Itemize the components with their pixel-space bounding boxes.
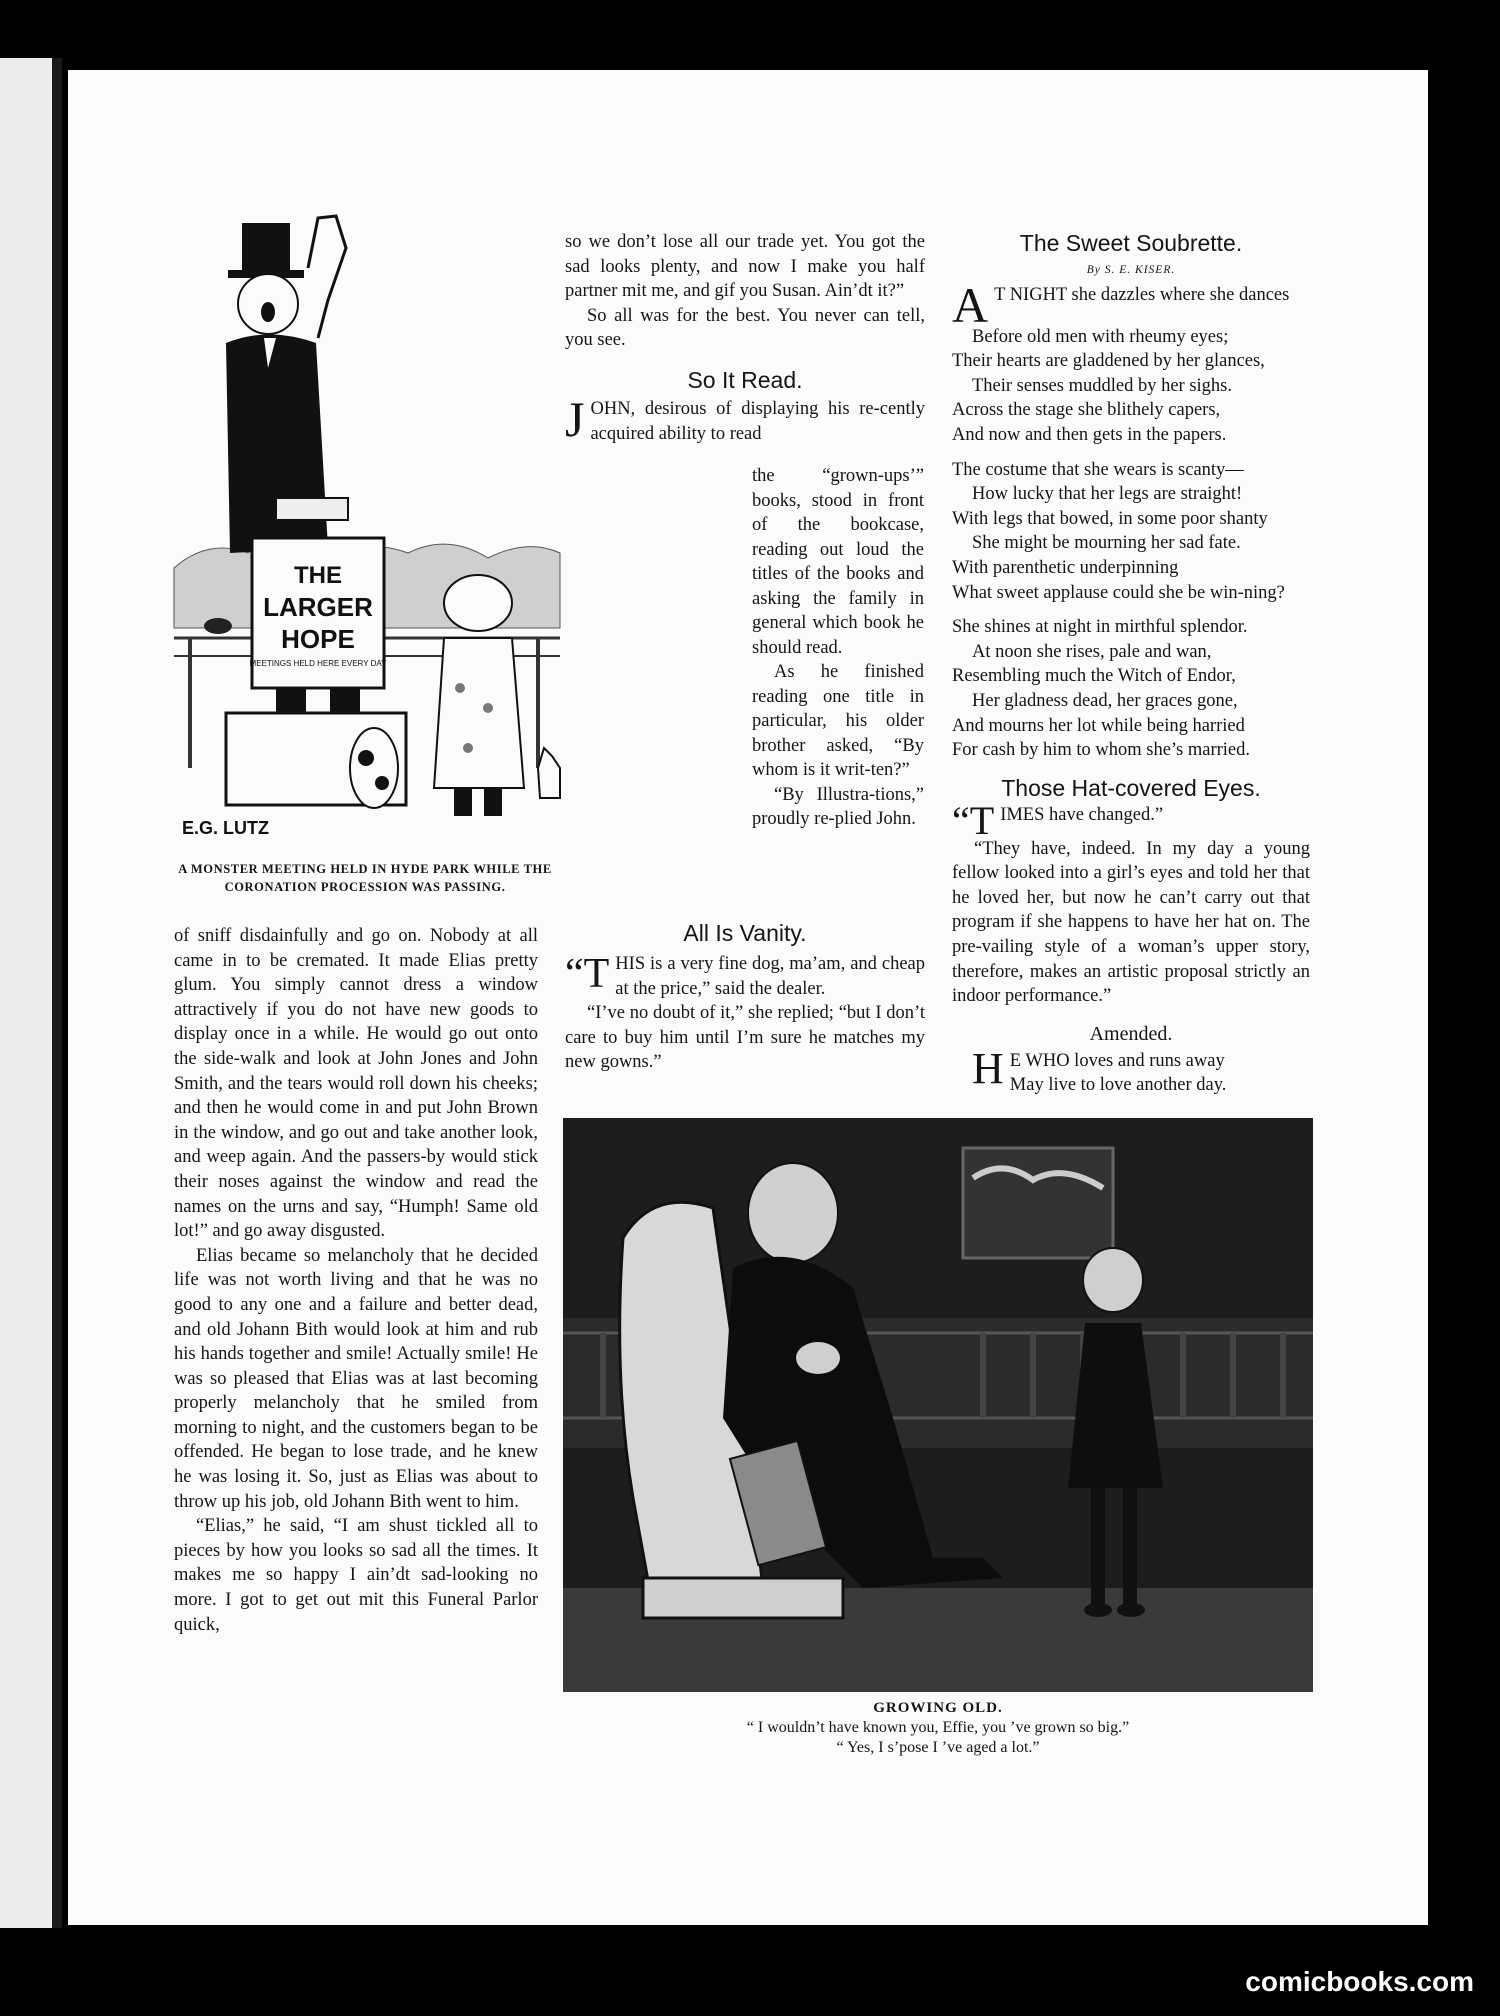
poem-line: What sweet applause could she be win-ning? bbox=[952, 582, 1285, 603]
poem-line: She shines at night in mirthful splendor. bbox=[952, 617, 1248, 638]
poem-line: With legs that bowed, in some poor shanty bbox=[952, 508, 1268, 529]
poem-line: Their senses muddled by her sighs. bbox=[972, 375, 1232, 396]
drop-cap: H bbox=[972, 1043, 1004, 1093]
paragraph: “TIMES have changed.” bbox=[952, 797, 1164, 843]
poem-line: Across the stage she blithely capers, bbox=[952, 400, 1221, 421]
stanza bbox=[952, 276, 1310, 448]
poem-line: With parenthetic underpinning bbox=[952, 557, 1179, 578]
column-2 bbox=[565, 230, 925, 446]
poem-line: For cash by him to whom she’s married. bbox=[952, 740, 1251, 761]
byline: By S. E. KISER. bbox=[1086, 264, 1176, 276]
column-3 bbox=[952, 228, 1310, 1098]
poem-line: Before old men with rheumy eyes; bbox=[972, 326, 1229, 347]
heading-amended: Amended. bbox=[1089, 1022, 1173, 1045]
growing-old-caption bbox=[563, 1698, 1313, 1758]
sign-small-text: MEETINGS HELD HERE EVERY DAY bbox=[249, 659, 387, 668]
paragraph: “I’ve no doubt of it,” she replied; “but I don’t care to buy him until I’m sure he matches my new gowns.” bbox=[565, 1003, 925, 1073]
paragraph: As he finished reading one title in particular, his older brother asked, “By whom is it writ-ten?” bbox=[752, 662, 924, 780]
heading-so-it-read: So It Read. bbox=[687, 366, 803, 393]
so-it-read-narrow-column bbox=[752, 464, 924, 832]
drop-cap: “T bbox=[952, 797, 995, 843]
column-1 bbox=[174, 924, 538, 1637]
all-is-vanity bbox=[565, 918, 925, 1075]
heading-all-is-vanity: All Is Vanity. bbox=[683, 920, 807, 946]
stanza bbox=[952, 458, 1310, 606]
poem-line: She might be mourning her sad fate. bbox=[972, 533, 1241, 554]
poem-line: A T NIGHT she dazzles where she dances bbox=[952, 276, 1290, 333]
artist-signature: E.G. LUTZ bbox=[182, 818, 269, 838]
paragraph: “By Illustra-tions,” proudly re-plied John. bbox=[752, 784, 924, 829]
binding-gutter bbox=[52, 58, 62, 1928]
paragraph: So all was for the best. You never can tell, you see. bbox=[565, 305, 925, 351]
paragraph: Elias became so melancholy that he decided life was not worth living and that he was no good to any one and a failure and better dead, and old Johann Bith would look at him and rub his hands together and smile! Actually smile! He was so pleased that Elias was at last becoming properly melancholy that he smiled from morning to night, and the customers began to be offended. He began to lose trade, and he knew he was losing it. So, just as Elias was about to throw up his job, old Johann Bith went to him. bbox=[174, 1245, 538, 1512]
poem-line: The costume that she wears is scanty— bbox=[952, 459, 1244, 480]
caption-line: “ Yes, I s’pose I ’ve aged a lot.” bbox=[836, 1739, 1040, 1756]
site-watermark: comicbooks.com bbox=[1245, 1966, 1474, 1997]
amended-line: H E WHO loves and runs away May live to love another day. bbox=[972, 1043, 1227, 1096]
stanza bbox=[952, 615, 1310, 763]
paragraph: so we don’t lose all our trade yet. You got the sad looks plenty, and now I make you half partner mit me, and gif you Susan. Ain’dt it?” bbox=[565, 232, 925, 302]
cartoon-larger-hope bbox=[168, 208, 564, 844]
drop-cap: J bbox=[565, 390, 585, 447]
drop-cap: A bbox=[952, 276, 989, 333]
caption-line: “ I wouldn’t have known you, Effie, you ’ve grown so big.” bbox=[746, 1719, 1130, 1736]
paragraph: “THIS is a very fine dog, ma’am, and cheap at the price,” said the dealer. bbox=[565, 951, 925, 999]
heading-sweet-soubrette: The Sweet Soubrette. bbox=[1019, 230, 1243, 256]
paragraph: the “grown-ups’” books, stood in front of the bookcase, reading out loud the titles of the books and asking the family in general which book he should read. bbox=[752, 466, 924, 658]
poem-line: Resembling much the Witch of Endor, bbox=[952, 666, 1236, 687]
caption-title: GROWING OLD. bbox=[873, 1700, 1003, 1716]
sign-larger: LARGER bbox=[263, 592, 373, 622]
poem-line: At noon she rises, pale and wan, bbox=[972, 641, 1212, 662]
cartoon-caption: A MONSTER MEETING HELD IN HYDE PARK WHILE THE CORONATION PROCESSION WAS PASSING. bbox=[178, 862, 552, 894]
paragraph: “Elias,” he said, “I am shust tickled all to pieces by how you looks so sad all the times. It makes me so happy I ain’dt sad-looking no more. I got to get out mit this Funeral Parlor quick, bbox=[174, 1516, 538, 1635]
paragraph: “They have, indeed. In my day a young fellow looked into a girl’s eyes and told her that he loved her, but now he can’t carry out that program if she happens to have her hat on. The pre-vailing style of a woman’s upper story, therefore, makes an artistic proposal strictly an indoor performance.” bbox=[952, 838, 1310, 1007]
illustration-growing-old bbox=[563, 1118, 1313, 1692]
drop-cap: “T bbox=[565, 951, 610, 997]
poem-line: And mourns her lot while being harried bbox=[952, 715, 1245, 736]
sign-hope: HOPE bbox=[281, 624, 355, 654]
poem-line: Their hearts are gladdened by her glances, bbox=[952, 351, 1265, 372]
poem-line: And now and then gets in the papers. bbox=[952, 424, 1227, 445]
paragraph: of sniff disdainfully and go on. Nobody at all came in to be cremated. It made Elias pretty glum. You simply cannot dress a window attractively if you do not have new goods to display once in a while. He would go out onto the side-walk and look at John Jones and John Smith, and the tears would roll down his cheeks; and then he would come in and put John Brown in the window, and go out and take another look, and weep again. And the passers-by would stick their noses against the window and read the names on the urns and say, “Humph! Same old lot!” and go away disgusted. bbox=[174, 926, 538, 1242]
heading-hat-covered-eyes: Those Hat-covered Eyes. bbox=[1001, 774, 1261, 801]
poem-line: Her gladness dead, her graces gone, bbox=[972, 690, 1238, 711]
sign-the: THE bbox=[294, 562, 342, 589]
so-it-read-intro: JOHN, desirous of displaying his re-cently acquired ability to read bbox=[565, 390, 925, 447]
poem bbox=[952, 276, 1310, 763]
poem-line: How lucky that her legs are straight! bbox=[972, 484, 1243, 505]
